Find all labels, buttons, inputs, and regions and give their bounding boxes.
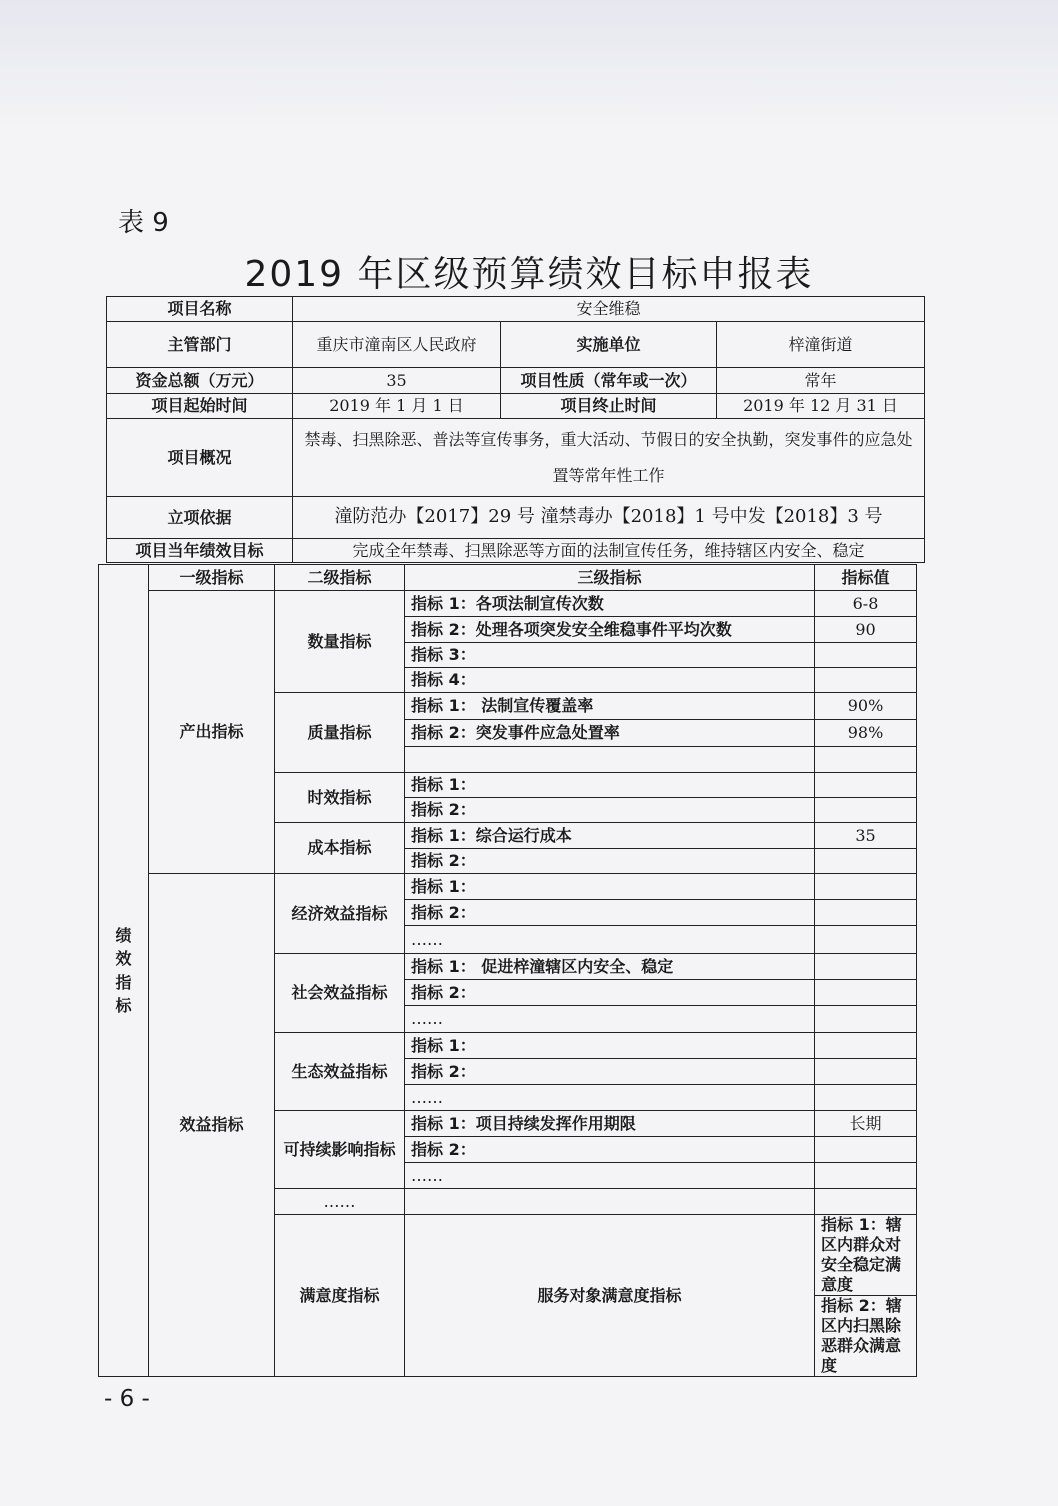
indicator-name-empty [405,1189,815,1215]
indicator-name: 指标 1：各项法制宣传次数 [405,591,815,617]
indicator-value [815,1163,917,1189]
indicator-value: 90% [815,693,917,720]
page-number: - 6 - [104,1386,150,1412]
indicator-value [815,773,917,798]
indicator-name: 指标 2： [405,900,815,926]
project-name-value: 安全维稳 [293,297,925,322]
indicator-name-empty [405,747,815,773]
department-value: 重庆市潼南区人民政府 [293,322,501,368]
basic-info-table [106,296,925,563]
indicator-value [815,1137,917,1163]
performance-indicator-table [98,564,917,1377]
indicator-name: 指标 4： [405,668,815,693]
indicator-name: …… [405,1085,815,1111]
end-date-label: 项目终止时间 [501,394,717,419]
indicator-name: …… [405,1006,815,1033]
indicator-name: 指标 2： [405,1137,815,1163]
output-indicator-group: 产出指标 [149,591,275,874]
indicator-name: 指标 2： [405,980,815,1006]
indicator-value [815,874,917,900]
timeliness-indicator: 时效指标 [275,773,405,823]
indicator-value-empty [815,1189,917,1215]
indicator-value: 长期 [815,1111,917,1137]
performance-section-label [99,565,149,1377]
performance-section-text: 绩效指标 [115,926,132,1015]
indicator-value: 35 [815,823,917,849]
indicator-value [815,1006,917,1033]
indicator-name: 指标 2：辖区内扫黑除恶群众满意度 [815,1296,917,1377]
value-header: 指标值 [815,565,917,591]
nature-value: 常年 [717,368,925,394]
indicator-value [815,643,917,668]
ecological-benefit-indicator: 生态效益指标 [275,1033,405,1111]
cost-indicator: 成本指标 [275,823,405,874]
indicator-value: 6-8 [815,591,917,617]
indicator-name: 指标 1： 法制宣传覆盖率 [405,693,815,720]
overview-label: 项目概况 [107,419,293,497]
implementer-value: 梓潼街道 [717,322,925,368]
indicator-value-empty [815,747,917,773]
indicator-name: 指标 2： [405,798,815,823]
table-number: 表 9 [118,208,169,238]
indicator-name: 指标 1：辖区内群众对安全稳定满意度 [815,1215,917,1296]
level1-header: 一级指标 [149,565,275,591]
indicator-name: 指标 1： [405,1033,815,1059]
goal-value: 完成全年禁毒、扫黑除恶等方面的法制宣传任务，维持辖区内安全、稳定 [293,539,925,563]
basis-label: 立项依据 [107,497,293,539]
indicator-value: 90 [815,617,917,643]
indicator-name: 指标 1： 促进梓潼辖区内安全、稳定 [405,954,815,980]
sustainable-impact-indicator: 可持续影响指标 [275,1111,405,1189]
indicator-name: …… [405,926,815,954]
start-date-label: 项目起始时间 [107,394,293,419]
page-background-shade [0,0,1058,130]
nature-label: 项目性质（常年或一次） [501,368,717,394]
satisfaction-indicator-group: 满意度指标 [275,1215,405,1377]
basis-value: 潼防范办【2017】29 号 潼禁毒办【2018】1 号中发【2018】3 号 [293,497,925,539]
social-benefit-indicator: 社会效益指标 [275,954,405,1033]
economic-benefit-indicator: 经济效益指标 [275,874,405,954]
indicator-name: 指标 2：突发事件应急处置率 [405,720,815,747]
indicator-value [815,1033,917,1059]
document-title: 2019 年区级预算绩效目标申报表 [244,254,814,295]
indicator-value [815,1085,917,1111]
funds-value: 35 [293,368,501,394]
quantity-indicator: 数量指标 [275,591,405,693]
indicator-value [815,798,917,823]
indicator-value [815,980,917,1006]
indicator-name: 指标 1：综合运行成本 [405,823,815,849]
indicator-name: 指标 1： [405,773,815,798]
end-date-value: 2019 年 12 月 31 日 [717,394,925,419]
other-indicator-ellipsis: …… [275,1189,405,1215]
implementer-label: 实施单位 [501,322,717,368]
indicator-name: 指标 2： [405,849,815,874]
indicator-name: 指标 3： [405,643,815,668]
indicator-name: 指标 2：处理各项突发安全维稳事件平均次数 [405,617,815,643]
benefit-indicator-group: 效益指标 [149,874,275,1377]
indicator-value [815,668,917,693]
overview-value: 禁毒、扫黑除恶、普法等宣传事务，重大活动、节假日的安全执勤，突发事件的应急处置等常年性工作 [293,419,925,497]
indicator-value [815,900,917,926]
indicator-value [815,1059,917,1085]
indicator-name: 指标 2： [405,1059,815,1085]
funds-label: 资金总额（万元） [107,368,293,394]
level3-header: 三级指标 [405,565,815,591]
goal-label: 项目当年绩效目标 [107,539,293,563]
indicator-name: 指标 1：项目持续发挥作用期限 [405,1111,815,1137]
indicator-name: 指标 1： [405,874,815,900]
department-label: 主管部门 [107,322,293,368]
indicator-value [815,926,917,954]
start-date-value: 2019 年 1 月 1 日 [293,394,501,419]
quality-indicator: 质量指标 [275,693,405,773]
indicator-value [815,849,917,874]
project-name-label: 项目名称 [107,297,293,322]
service-satisfaction-indicator: 服务对象满意度指标 [405,1215,815,1377]
indicator-value [815,954,917,980]
level2-header: 二级指标 [275,565,405,591]
indicator-name: …… [405,1163,815,1189]
indicator-value: 98% [815,720,917,747]
